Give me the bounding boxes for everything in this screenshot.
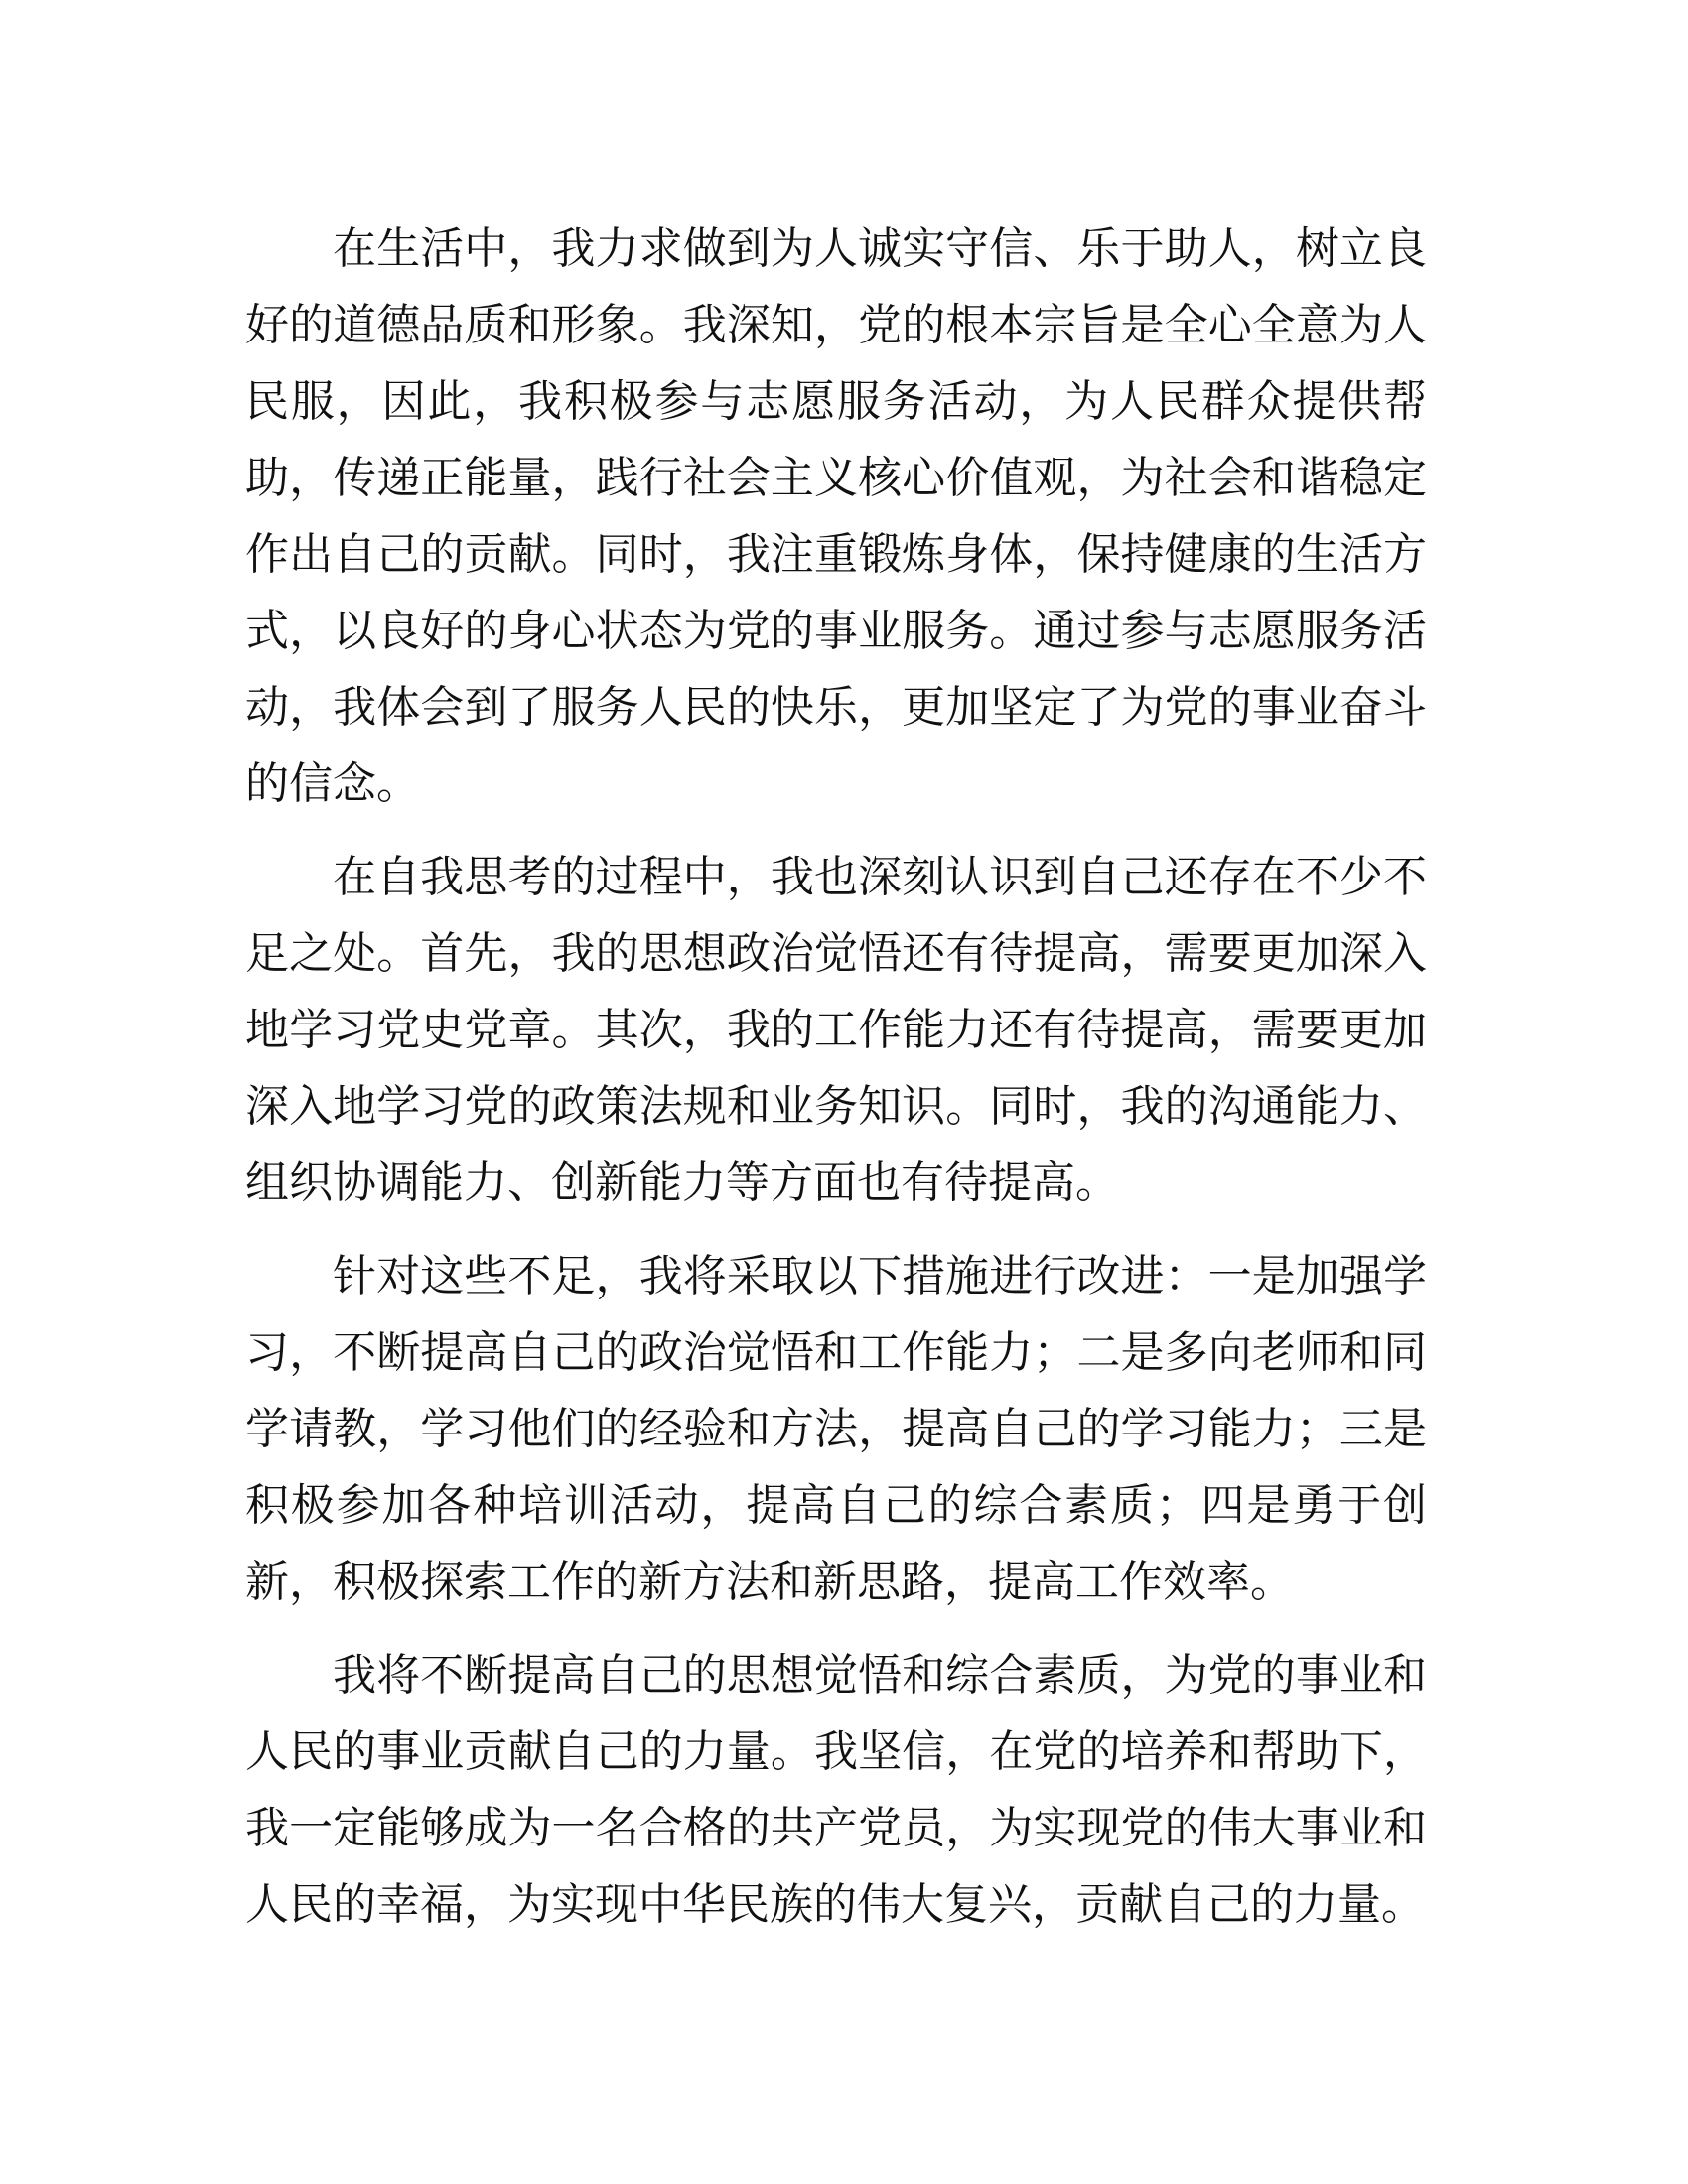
document-body bbox=[245, 210, 1427, 1960]
text-line: 人民的幸福，为实现中华民族的伟大复兴，贡献自己的力量。 bbox=[245, 1879, 1425, 1930]
text-line: 在生活中，我力求做到为人诚实守信、乐于助人，树立良 bbox=[333, 223, 1427, 274]
text-line: 动，我体会到了服务人民的快乐，更加坚定了为党的事业奋斗 bbox=[245, 682, 1427, 733]
paragraph bbox=[245, 210, 1427, 822]
text-line: 组织协调能力、创新能力等方面也有待提高。 bbox=[245, 1158, 1119, 1208]
paragraph bbox=[245, 1238, 1427, 1620]
text-line: 式，以良好的身心状态为党的事业服务。通过参与志愿服务活 bbox=[245, 606, 1427, 656]
text-line: 地学习党史党章。其次，我的工作能力还有待提高，需要更加 bbox=[245, 1005, 1427, 1055]
text-line: 我将不断提高自己的思想觉悟和综合素质，为党的事业和 bbox=[333, 1650, 1427, 1701]
text-line: 新，积极探索工作的新方法和新思路，提高工作效率。 bbox=[245, 1557, 1294, 1607]
text-line: 足之处。首先，我的思想政治觉悟还有待提高，需要更加深入 bbox=[245, 928, 1427, 979]
text-line: 助，传递正能量，践行社会主义核心价值观，为社会和谐稳定 bbox=[245, 453, 1427, 503]
text-line: 在自我思考的过程中，我也深刻认识到自己还存在不少不 bbox=[333, 852, 1427, 902]
text-line: 深入地学习党的政策法规和业务知识。同时，我的沟通能力、 bbox=[245, 1081, 1427, 1132]
text-line: 的信念。 bbox=[245, 758, 420, 809]
paragraph bbox=[245, 1637, 1427, 1943]
text-line: 人民的事业贡献自己的力量。我坚信，在党的培养和帮助下， bbox=[245, 1726, 1427, 1777]
text-line: 作出自己的贡献。同时，我注重锻炼身体，保持健康的生活方 bbox=[245, 529, 1427, 580]
text-line: 针对这些不足，我将采取以下措施进行改进：一是加强学 bbox=[333, 1251, 1427, 1301]
text-line: 积极参加各种培训活动，提高自己的综合素质；四是勇于创 bbox=[245, 1480, 1427, 1531]
paragraph bbox=[245, 839, 1427, 1221]
text-line: 学请教，学习他们的经验和方法，提高自己的学习能力；三是 bbox=[245, 1404, 1427, 1454]
text-line: 好的道德品质和形象。我深知，党的根本宗旨是全心全意为人 bbox=[245, 300, 1427, 350]
text-line: 民服，因此，我积极参与志愿服务活动，为人民群众提供帮 bbox=[245, 376, 1427, 427]
text-line: 我一定能够成为一名合格的共产党员，为实现党的伟大事业和 bbox=[245, 1803, 1427, 1853]
text-line: 习，不断提高自己的政治觉悟和工作能力；二是多向老师和同 bbox=[245, 1327, 1427, 1378]
